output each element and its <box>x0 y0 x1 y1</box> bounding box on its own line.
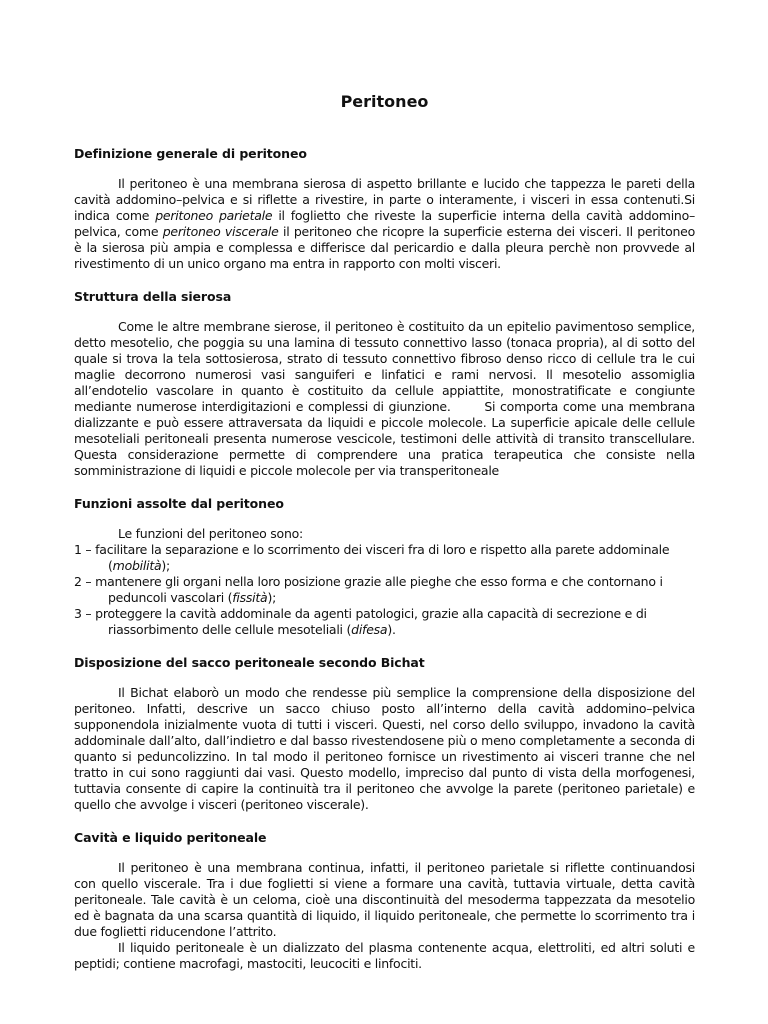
list-intro: Le funzioni del peritoneo sono: <box>118 526 303 541</box>
emphasis: difesa <box>351 622 388 637</box>
emphasis: fissità <box>232 590 268 605</box>
section-funzioni <box>74 496 695 638</box>
text-run: ); <box>161 558 170 573</box>
paragraph: Come le altre membrane sierose, il peritoneo è costituito da un epitelio pavimentoso semplice, detto mesotelio, che poggia su una lamina di tessuto connettivo lasso (tonaca propria), al di sotto del quale si trova la tela sottosierosa, strato di tessuto connettivo fibroso denso ricco di cellule tra le cui maglie decorrono numerosi vasi sanguiferi e linfatici e rami nervosi. Il mesotelio assomiglia all’endotelio vascolare in quanto è costituito da cellule appiattite, monostratificate e congiunte mediante numerose interdigitazioni e complessi di giunzione. Si comporta come una membrana dializzante e può essere attraversata da liquidi e piccole molecole. La superficie apicale delle cellule mesoteliali peritoneali presenta numerose vescicole, testimoni delle attività di transito transcellulare. Questa considerazione permette di comprendere una pratica terapeutica che consiste nella somministrazione di liquidi e piccole molecole per via transperitoneale <box>74 319 699 478</box>
paragraph: Il peritoneo è una membrana continua, infatti, il peritoneo parietale si riflette continuandosi con quello viscerale. Tra i due foglietti si viene a formare una cavità, tuttavia virtuale, detta cavità peritoneale. Tale cavità è un celoma, cioè una discontinuità del mesoderma tappezzata da mesotelio ed è bagnata da una scarsa quantità di liquido, il liquido peritoneale, che permette lo scorrimento tra i due foglietti riducendone l’attrito. <box>74 860 695 939</box>
emphasis: peritoneo parietale <box>155 208 273 223</box>
section-definizione <box>74 146 695 272</box>
text-run: 3 – proteggere la cavità addominale da agenti patologici, grazie alla capacità di secrezione e di riassorbimento delle cellule mesoteliali ( <box>74 606 647 637</box>
text-run: ). <box>387 622 396 637</box>
section-heading: Definizione generale di peritoneo <box>74 146 307 161</box>
list-item <box>74 542 695 574</box>
section-struttura <box>74 289 699 479</box>
text-run: ); <box>267 590 277 605</box>
emphasis: peritoneo viscerale <box>162 224 279 239</box>
section-heading: Struttura della sierosa <box>74 289 232 304</box>
section-cavita <box>74 830 695 972</box>
functions-list <box>74 542 695 638</box>
paragraph <box>74 176 695 272</box>
text-run: il foglietto che riveste la superficie interna della cavità addomino–pelvica, come <box>74 208 696 239</box>
section-heading: Disposizione del sacco peritoneale secondo Bichat <box>74 655 425 670</box>
text-run: 2 – mantenere gli organi nella loro posizione grazie alle pieghe che esso forma e che contornano i peduncoli vascolari ( <box>74 574 663 605</box>
text-run: Il peritoneo è una membrana sierosa di aspetto brillante e lucido che tappezza le pareti della cavità addomino–pelvica e si riflette a rivestire, in parte o interamente, i visceri in essa contenuti.Si indica come <box>74 176 695 223</box>
paragraph: Il liquido peritoneale è un dializzato del plasma contenente acqua, elettroliti, ed altri soluti e peptidi; contiene macrofagi, mastociti, leucociti e linfociti. <box>74 940 695 971</box>
section-bichat <box>74 655 695 813</box>
section-heading: Funzioni assolte dal peritoneo <box>74 496 284 511</box>
paragraph: Il Bichat elaborò un modo che rendesse più semplice la comprensione della disposizione del peritoneo. Infatti, descrive un sacco chiuso posto all’interno della cavità addomino–pelvica supponendola inizialmente vuota di tutti i visceri. Questi, nel corso dello sviluppo, invadono la cavità addominale dall’alto, dall’indietro e dal basso rivestendosene più o meno completamente a seconda di quanto si peduncolizzino. In tal modo il peritoneo fornisce un rivestimento ai visceri tranne che nel tratto in cui sono raggiunti dai vasi. Questo modello, impreciso dal punto di vista della morfogenesi, tuttavia consente di capire la continuità tra il peritoneo che avvolge la parete (peritoneo parietale) e quello che avvolge i visceri (peritoneo viscerale). <box>74 685 695 812</box>
emphasis: mobilità <box>112 558 162 573</box>
page-title: Peritoneo <box>340 92 429 111</box>
section-heading: Cavità e liquido peritoneale <box>74 830 267 845</box>
list-item <box>74 574 695 606</box>
text-run: il peritoneo che ricopre la superficie esterna dei visceri. Il peritoneo è la sierosa più ampia e complessa e differisce dal pericardio e dalla pleura perchè non provvede al rivestimento di un unico organo ma entra in rapporto con molti visceri. <box>74 224 696 271</box>
list-item <box>74 606 695 638</box>
text-run: 1 – facilitare la separazione e lo scorrimento dei visceri fra di loro e rispetto alla parete addominale ( <box>74 542 670 573</box>
